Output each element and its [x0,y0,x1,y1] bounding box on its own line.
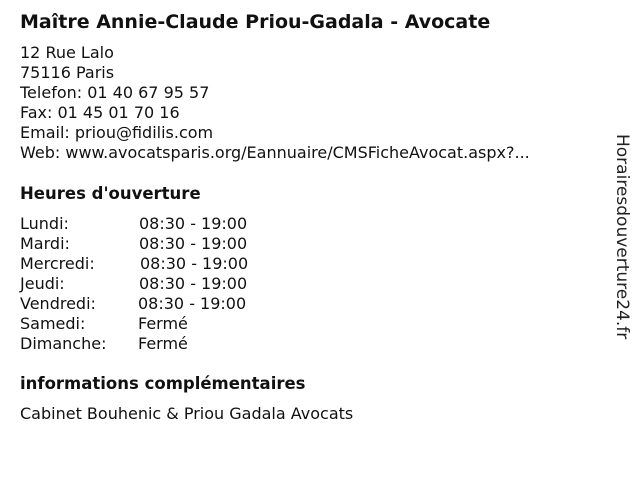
phone-number: Telefon: 01 40 67 95 57 [20,83,210,102]
day-label: Jeudi: [20,274,65,293]
day-label: Mercredi: [20,254,95,273]
day-hours: Fermé [138,334,188,353]
additional-info-text: Cabinet Bouhenic & Priou Gadala Avocats [20,404,354,423]
hours-row-sunday [20,334,280,354]
address-street: 12 Rue Lalo [20,43,114,62]
day-hours: 08:30 - 19:00 [138,294,247,313]
additional-info-heading: informations complémentaires [20,374,306,393]
day-label: Mardi: [20,234,70,253]
website-url: Web: www.avocatsparis.org/Eannuaire/CMSFicheAvocat.aspx?... [20,143,530,162]
day-label: Samedi: [20,314,86,333]
day-hours: 08:30 - 19:00 [139,234,248,253]
address-city: 75116 Paris [20,63,115,82]
fax-number: Fax: 01 45 01 70 16 [20,103,180,122]
hours-row-tuesday [20,234,280,254]
day-hours: 08:30 - 19:00 [139,274,248,293]
day-label: Vendredi: [20,294,96,313]
day-label: Lundi: [20,214,69,233]
day-hours: 08:30 - 19:00 [139,214,248,233]
hours-row-saturday [20,314,280,334]
hours-row-thursday [20,274,280,294]
day-hours: Fermé [138,314,188,333]
opening-hours-heading: Heures d'ouverture [20,184,201,203]
page-title: Maître Annie-Claude Priou-Gadala - Avocate [20,11,491,33]
email-address: Email: priou@fidilis.com [20,123,214,142]
opening-hours-table [20,214,280,354]
hours-row-friday [20,294,280,314]
site-watermark [612,134,632,344]
day-hours: 08:30 - 19:00 [140,254,249,273]
hours-row-monday [20,214,280,234]
contact-block [20,43,530,163]
watermark-text: Horairesdouverture24.fr [612,134,632,340]
hours-row-wednesday [20,254,280,274]
day-label: Dimanche: [20,334,107,353]
